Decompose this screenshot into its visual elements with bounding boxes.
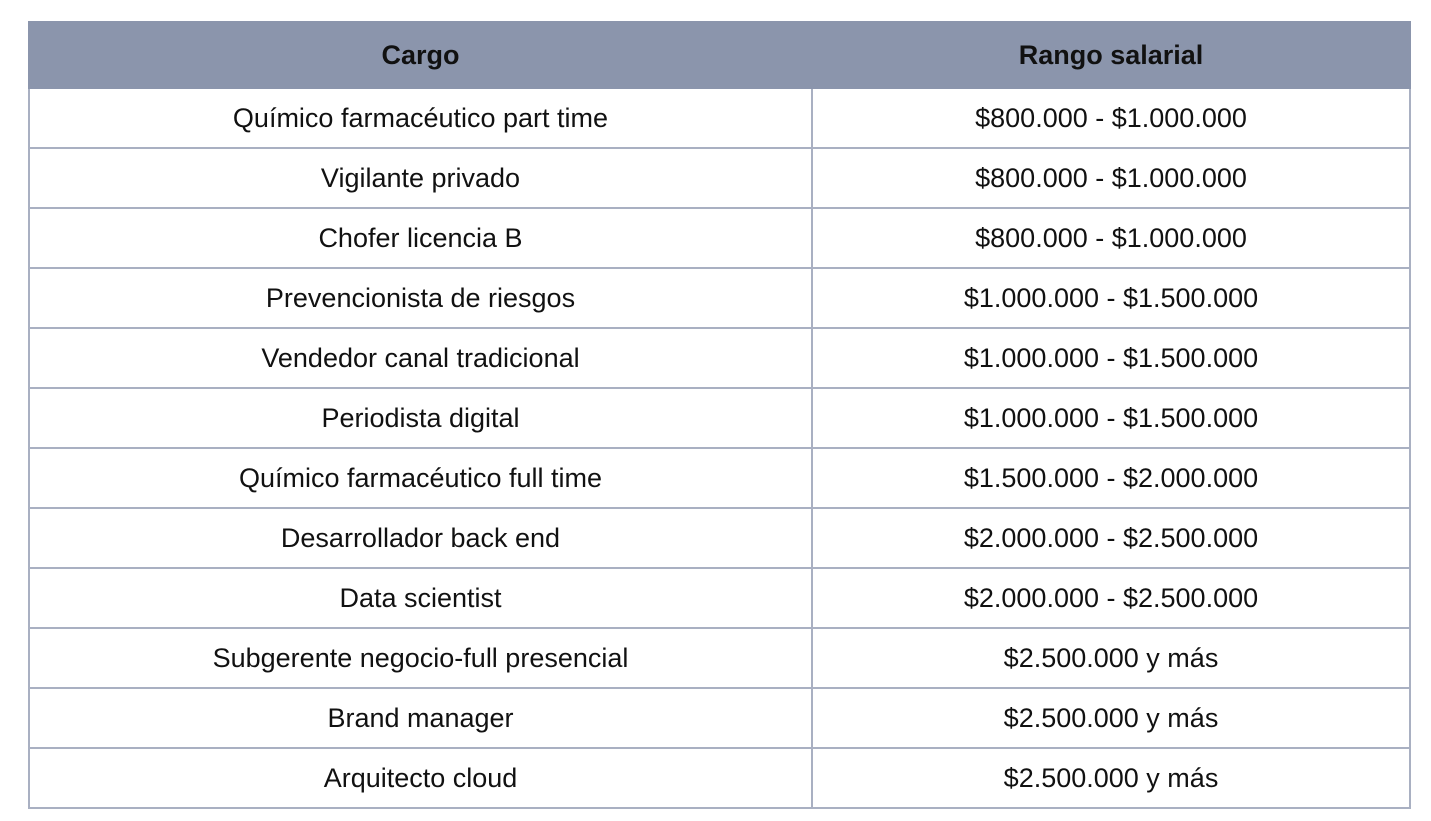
table-row xyxy=(29,508,1410,568)
table-row xyxy=(29,208,1410,268)
table-row xyxy=(29,388,1410,448)
table-row xyxy=(29,628,1410,688)
cell-rango: $2.500.000 y más xyxy=(812,688,1410,748)
cell-rango: $1.000.000 - $1.500.000 xyxy=(812,388,1410,448)
salary-table xyxy=(28,21,1411,809)
table-row xyxy=(29,688,1410,748)
cell-cargo: Chofer licencia B xyxy=(29,208,812,268)
cell-cargo: Subgerente negocio-full presencial xyxy=(29,628,812,688)
table-row xyxy=(29,748,1410,808)
table-row xyxy=(29,268,1410,328)
table-row xyxy=(29,328,1410,388)
header-row xyxy=(29,22,1410,88)
cell-rango: $2.000.000 - $2.500.000 xyxy=(812,568,1410,628)
cell-rango: $800.000 - $1.000.000 xyxy=(812,208,1410,268)
cell-rango: $2.500.000 y más xyxy=(812,628,1410,688)
cell-rango: $1.000.000 - $1.500.000 xyxy=(812,268,1410,328)
table-body xyxy=(29,88,1410,808)
header-rango-salarial: Rango salarial xyxy=(812,22,1410,88)
cell-rango: $800.000 - $1.000.000 xyxy=(812,148,1410,208)
table-row xyxy=(29,448,1410,508)
table-row xyxy=(29,88,1410,148)
cell-cargo: Arquitecto cloud xyxy=(29,748,812,808)
cell-rango: $800.000 - $1.000.000 xyxy=(812,88,1410,148)
table-header xyxy=(29,22,1410,88)
cell-cargo: Brand manager xyxy=(29,688,812,748)
cell-rango: $1.000.000 - $1.500.000 xyxy=(812,328,1410,388)
cell-cargo: Periodista digital xyxy=(29,388,812,448)
cell-cargo: Prevencionista de riesgos xyxy=(29,268,812,328)
table-row xyxy=(29,568,1410,628)
cell-rango: $1.500.000 - $2.000.000 xyxy=(812,448,1410,508)
salary-table-container xyxy=(28,21,1409,809)
cell-cargo: Vigilante privado xyxy=(29,148,812,208)
cell-cargo: Químico farmacéutico full time xyxy=(29,448,812,508)
cell-cargo: Data scientist xyxy=(29,568,812,628)
header-cargo: Cargo xyxy=(29,22,812,88)
cell-rango: $2.000.000 - $2.500.000 xyxy=(812,508,1410,568)
cell-cargo: Desarrollador back end xyxy=(29,508,812,568)
table-row xyxy=(29,148,1410,208)
cell-rango: $2.500.000 y más xyxy=(812,748,1410,808)
cell-cargo: Vendedor canal tradicional xyxy=(29,328,812,388)
cell-cargo: Químico farmacéutico part time xyxy=(29,88,812,148)
